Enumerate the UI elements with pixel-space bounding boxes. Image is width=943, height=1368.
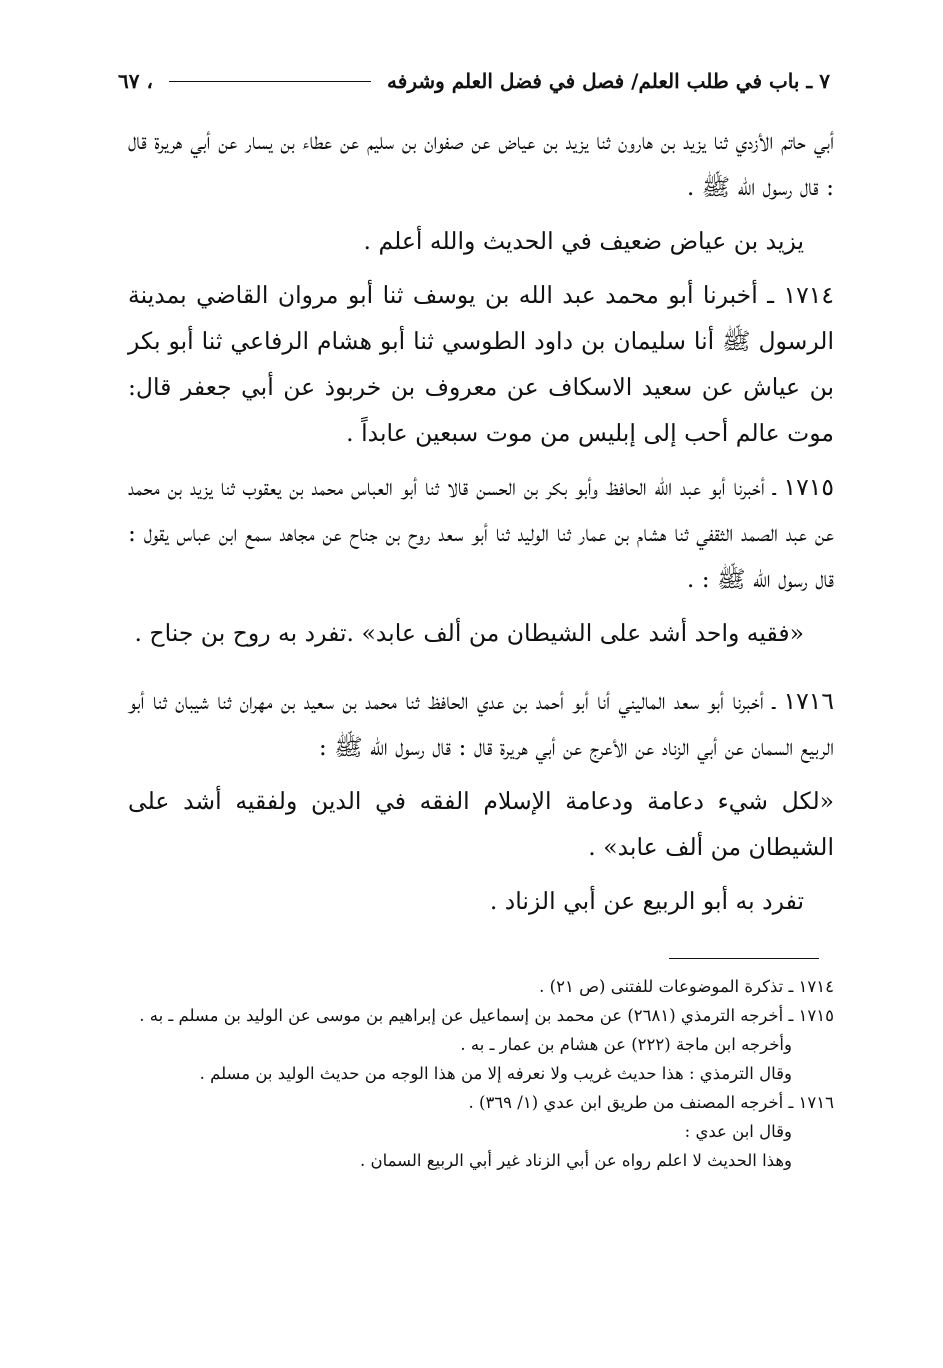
footnote-1716-quote: وهذا الحديث لا اعلم رواه عن أبي الزناد غير أبي الربيع السمان . bbox=[359, 1151, 792, 1170]
paragraph-hadith-1716-note: تفرد به أبو الربيع عن أبي الزناد . bbox=[489, 887, 804, 915]
footnote-separator bbox=[669, 958, 819, 959]
footnote-1715-tirmidhi: وقال الترمذي : هذا حديث غريب ولا نعرفه إلا من هذا الوجه من حديث الوليد بن مسلم . bbox=[199, 1064, 792, 1083]
header-rule bbox=[169, 81, 371, 82]
running-title: ٧ ـ باب في طلب العلم/ فصل في فضل العلم وشرفه bbox=[387, 69, 830, 93]
paragraph-hadith-1715-text: «فقيه واحد أشد على الشيطان من ألف عابد» .تفرد به روح بن جناح . bbox=[134, 619, 804, 647]
footnote-1715: ١٧١٥ ـ أخرجه الترمذي (٢٦٨١) عن محمد بن إسماعيل عن إبراهيم بن موسى عن الوليد بن مسلم ـ به . bbox=[139, 1006, 834, 1025]
footnote-1716: ١٧١٦ ـ أخرجه المصنف من طريق ابن عدي (١/ ٣٦٩) . bbox=[468, 1093, 834, 1112]
running-header bbox=[118, 64, 830, 98]
paragraph-hadith-1716: ١٧١٦ ـ أخبرنا أبو سعد الماليني أنا أبو أحمد بن عدي الحافظ ثنا محمد بن سعيد بن مهران ثنا شيبان ثنا أبو الربيع السمان عن أبي الزناد عن الأعرج عن أبي هريرة قال : قال رسول الله ﷺ : bbox=[128, 687, 834, 761]
paragraph-hadith-1715: ١٧١٥ ـ أخبرنا أبو عبد الله الحافظ وأبو بكر بن الحسن قالا ثنا أبو العباس محمد بن يعقوب ثنا يزيد بن محمد عن عبد الصمد الثقفي ثنا هشام بن عمار ثنا الوليد ثنا أبو سعد روح بن جناح عن مجاهد سمع ابن عباس يقول : قال رسول الله ﷺ : . bbox=[128, 473, 834, 593]
paragraph-continuation: أبي حاتم الأزدي ثنا يزيد بن هارون ثنا يزيد بن عياض عن صفوان بن سليم عن عطاء بن يسار عن أبي هريرة قال : قال رسول الله ﷺ . bbox=[128, 127, 834, 201]
footnote-1716-ibn-adi: وقال ابن عدي : bbox=[684, 1122, 792, 1141]
footnote-1714: ١٧١٤ ـ تذكرة الموضوعات للفتنى (ص ٢١) . bbox=[539, 977, 834, 996]
footnote-1715-ibn-majah: وأخرجه ابن ماجة (٢٢٢) عن هشام بن عمار ـ به . bbox=[460, 1035, 792, 1054]
page-number: ، ٦٧ bbox=[118, 69, 153, 93]
paragraph-grading: يزيد بن عياض ضعيف في الحديث والله أعلم . bbox=[363, 227, 804, 255]
paragraph-hadith-1714: ١٧١٤ ـ أخبرنا أبو محمد عبد الله بن يوسف ثنا أبو مروان القاضي بمدينة الرسول ﷺ أنا سليمان بن داود الطوسي ثنا أبو هشام الرفاعي ثنا أبو بكر بن عياش عن سعيد الاسكاف عن معروف بن خربوذ عن أبي جعفر قال: موت عالم أحب إلى إبليس من موت سبعين عابداً . bbox=[128, 281, 834, 447]
main-text bbox=[128, 118, 834, 932]
footnotes bbox=[118, 972, 834, 1175]
paragraph-hadith-1716-text: «لكل شيء دعامة ودعامة الإسلام الفقه في الدين ولفقيه أشد على الشيطان من ألف عابد» . bbox=[128, 787, 834, 861]
